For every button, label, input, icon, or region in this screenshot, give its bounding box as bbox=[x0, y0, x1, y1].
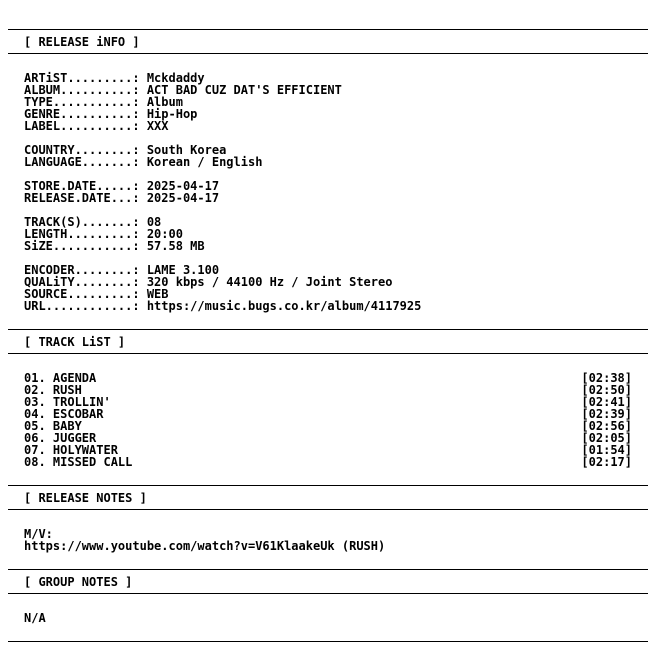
info-artist: ARTiST.........: Mckdaddy bbox=[24, 71, 205, 85]
info-size: SiZE...........: 57.58 MB bbox=[24, 239, 205, 253]
track-duration: [02:50] bbox=[581, 383, 632, 397]
track-title: 04. ESCOBAR bbox=[24, 407, 104, 421]
info-length: LENGTH.........: 20:00 bbox=[24, 227, 183, 241]
group-notes-block bbox=[24, 612, 632, 624]
divider bbox=[8, 485, 648, 486]
section-title-release-info: [ RELEASE iNFO ] bbox=[24, 35, 140, 49]
section-title-group-notes: [ GROUP NOTES ] bbox=[24, 575, 133, 589]
divider bbox=[8, 509, 648, 510]
track-duration: [02:17] bbox=[581, 455, 632, 469]
divider bbox=[8, 569, 648, 570]
track-title: 01. AGENDA bbox=[24, 371, 97, 385]
track-duration: [02:41] bbox=[581, 395, 632, 409]
track-duration: [01:54] bbox=[581, 443, 632, 457]
release-notes-label: M/V: bbox=[24, 527, 53, 541]
track-duration: [02:38] bbox=[581, 371, 632, 385]
info-type: TYPE...........: Album bbox=[24, 95, 183, 109]
track-row bbox=[24, 372, 632, 384]
divider bbox=[8, 353, 648, 354]
track-row bbox=[24, 456, 632, 468]
track-duration: [02:56] bbox=[581, 419, 632, 433]
info-url[interactable]: URL............: https://music.bugs.co.kr/album/4117925 bbox=[24, 299, 422, 313]
divider bbox=[8, 641, 648, 642]
info-album: ALBUM..........: ACT BAD CUZ DAT'S EFFICIENT bbox=[24, 83, 342, 97]
track-title: 05. BABY bbox=[24, 419, 82, 433]
track-row bbox=[24, 384, 632, 396]
info-country: COUNTRY........: South Korea bbox=[24, 143, 227, 157]
track-list bbox=[24, 372, 632, 468]
info-source: SOURCE.........: WEB bbox=[24, 287, 169, 301]
group-notes-text: N/A bbox=[24, 611, 46, 625]
track-title: 07. HOLYWATER bbox=[24, 443, 118, 457]
release-notes-link[interactable]: https://www.youtube.com/watch?v=V61KlaakeUk (RUSH) bbox=[24, 539, 386, 553]
nfo-document bbox=[8, 0, 648, 660]
divider bbox=[8, 593, 648, 594]
track-title: 08. MISSED CALL bbox=[24, 455, 133, 469]
track-title: 02. RUSH bbox=[24, 383, 82, 397]
track-row bbox=[24, 396, 632, 408]
section-title-track-list: [ TRACK LiST ] bbox=[24, 335, 126, 349]
track-duration: [02:05] bbox=[581, 431, 632, 445]
divider bbox=[8, 29, 648, 30]
divider bbox=[8, 53, 648, 54]
track-title: 06. JUGGER bbox=[24, 431, 97, 445]
track-title: 03. TROLLIN' bbox=[24, 395, 111, 409]
info-release-date: RELEASE.DATE...: 2025-04-17 bbox=[24, 191, 220, 205]
info-genre: GENRE..........: Hip-Hop bbox=[24, 107, 198, 121]
info-tracks: TRACK(S).......: 08 bbox=[24, 215, 162, 229]
info-label: LABEL..........: XXX bbox=[24, 119, 169, 133]
info-quality: QUALiTY........: 320 kbps / 44100 Hz / Joint Stereo bbox=[24, 275, 393, 289]
section-title-release-notes: [ RELEASE NOTES ] bbox=[24, 491, 147, 505]
info-store-date: STORE.DATE.....: 2025-04-17 bbox=[24, 179, 220, 193]
info-language: LANGUAGE.......: Korean / English bbox=[24, 155, 263, 169]
info-encoder: ENCODER........: LAME 3.100 bbox=[24, 263, 220, 277]
divider bbox=[8, 329, 648, 330]
track-row bbox=[24, 408, 632, 420]
track-row bbox=[24, 420, 632, 432]
release-info-block bbox=[24, 72, 632, 312]
release-notes-block bbox=[24, 528, 632, 552]
track-duration: [02:39] bbox=[581, 407, 632, 421]
